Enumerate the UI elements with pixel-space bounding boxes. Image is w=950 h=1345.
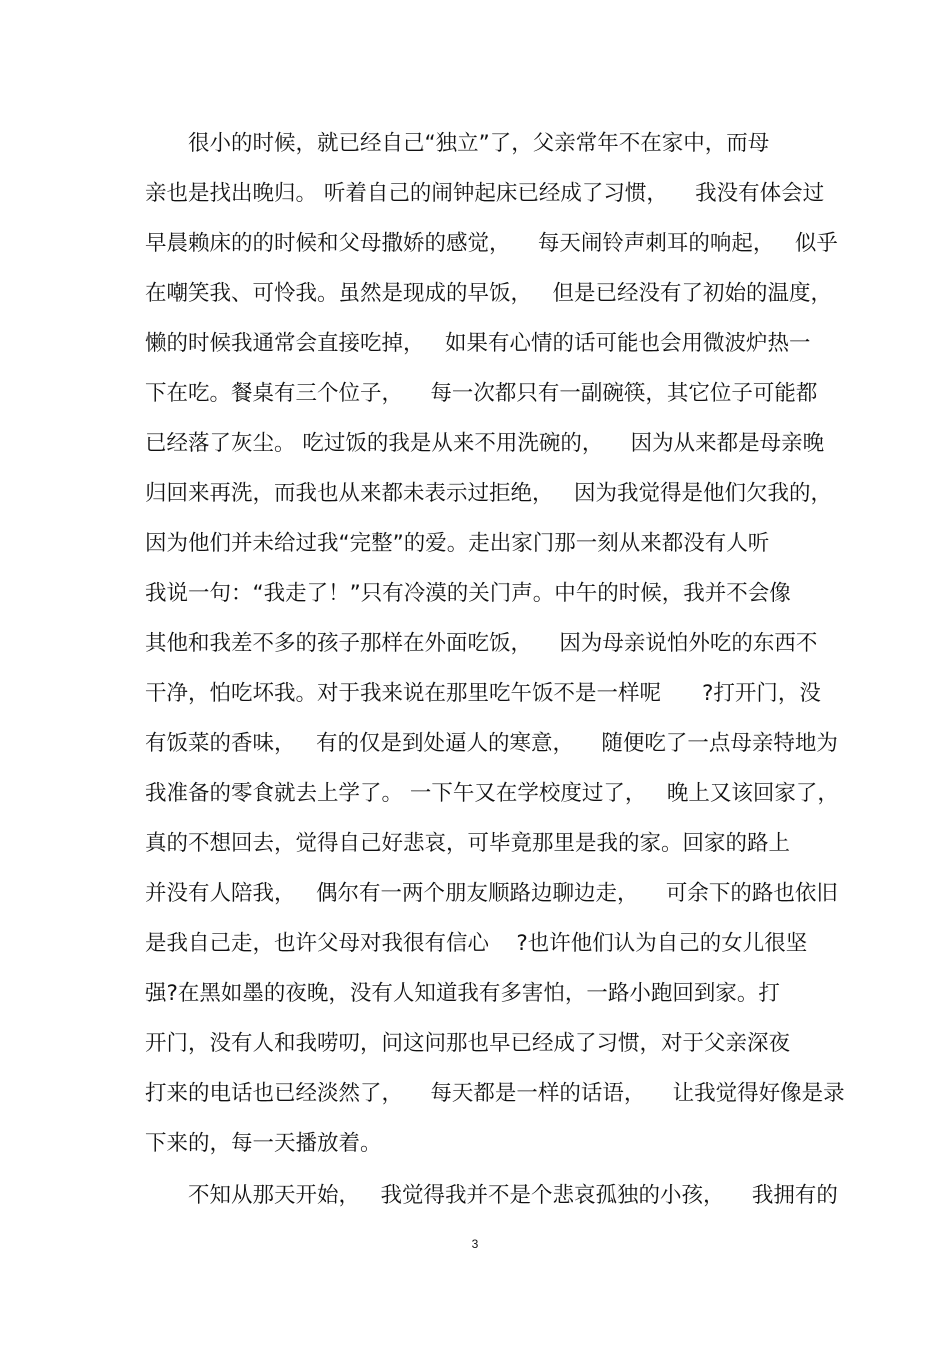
paragraph-line: 开门，没有人和我唠叨，问这问那也早已经成了习惯，对于父亲深夜 xyxy=(145,1031,791,1056)
paragraph-line: 其他和我差不多的孩子那样在外面吃饭， 因为母亲说怕外吃的东西不 xyxy=(145,631,818,656)
paragraph-line: 真的不想回去，觉得自己好悲哀，可毕竟那里是我的家。回家的路上 xyxy=(145,831,791,856)
paragraph-line: 归回来再洗，而我也从来都未表示过拒绝， 因为我觉得是他们欠我的， xyxy=(145,481,833,506)
paragraph-line: 打来的电话也已经淡然了， 每天都是一样的话语， 让我觉得好像是录 xyxy=(145,1081,845,1106)
paragraph-line: 亲也是找出晚归。 听着自己的闹钟起床已经成了习惯， 我没有体会过 xyxy=(145,181,825,206)
paragraph-line: 是我自己走，也许父母对我很有信心 ?也许他们认为自己的女儿很坚 xyxy=(145,931,808,956)
paragraph-line: 懒的时候我通常会直接吃掉， 如果有心情的话可能也会用微波炉热一 xyxy=(145,331,811,356)
paragraph-line: 下在吃。餐桌有三个位子， 每一次都只有一副碗筷，其它位子可能都 xyxy=(145,381,818,406)
paragraph-line: 在嘲笑我、可怜我。虽然是现成的早饭， 但是已经没有了初始的温度， xyxy=(145,281,833,306)
paragraph-line: 下来的，每一天播放着。 xyxy=(145,1131,382,1156)
paragraph-line: 有饭菜的香味， 有的仅是到处逼人的寒意， 随便吃了一点母亲特地为 xyxy=(145,731,838,756)
page-number: 3 xyxy=(471,1237,479,1251)
paragraph-line: 很小的时候，就已经自己“独立”了，父亲常年不在家中，而母 xyxy=(188,131,770,156)
paragraph-line: 不知从那天开始， 我觉得我并不是个悲哀孤独的小孩， 我拥有的 xyxy=(188,1183,838,1208)
paragraph-line: 因为他们并未给过我“完整”的爱。走出家门那一刻从来都没有人听 xyxy=(145,531,770,556)
paragraph-line: 强?在黑如墨的夜晚，没有人知道我有多害怕，一路小跑回到家。打 xyxy=(145,981,780,1006)
paragraph-line: 干净，怕吃坏我。对于我来说在那里吃午饭不是一样呢 ?打开门，没 xyxy=(145,681,821,706)
paragraph-line: 已经落了灰尘。 吃过饭的我是从来不用洗碗的， 因为从来都是母亲晚 xyxy=(145,431,825,456)
paragraph-line: 早晨赖床的的时候和父母撒娇的感觉， 每天闹铃声刺耳的响起， 似乎 xyxy=(145,231,838,256)
paragraph-line: 我准备的零食就去上学了。 一下午又在学校度过了， 晚上又该回家了， xyxy=(145,781,839,806)
paragraph-line: 并没有人陪我， 偶尔有一两个朋友顺路边聊边走， 可余下的路也依旧 xyxy=(145,881,838,906)
paragraph-line: 我说一句：“我走了！”只有冷漠的关门声。中午的时候，我并不会像 xyxy=(145,581,791,606)
